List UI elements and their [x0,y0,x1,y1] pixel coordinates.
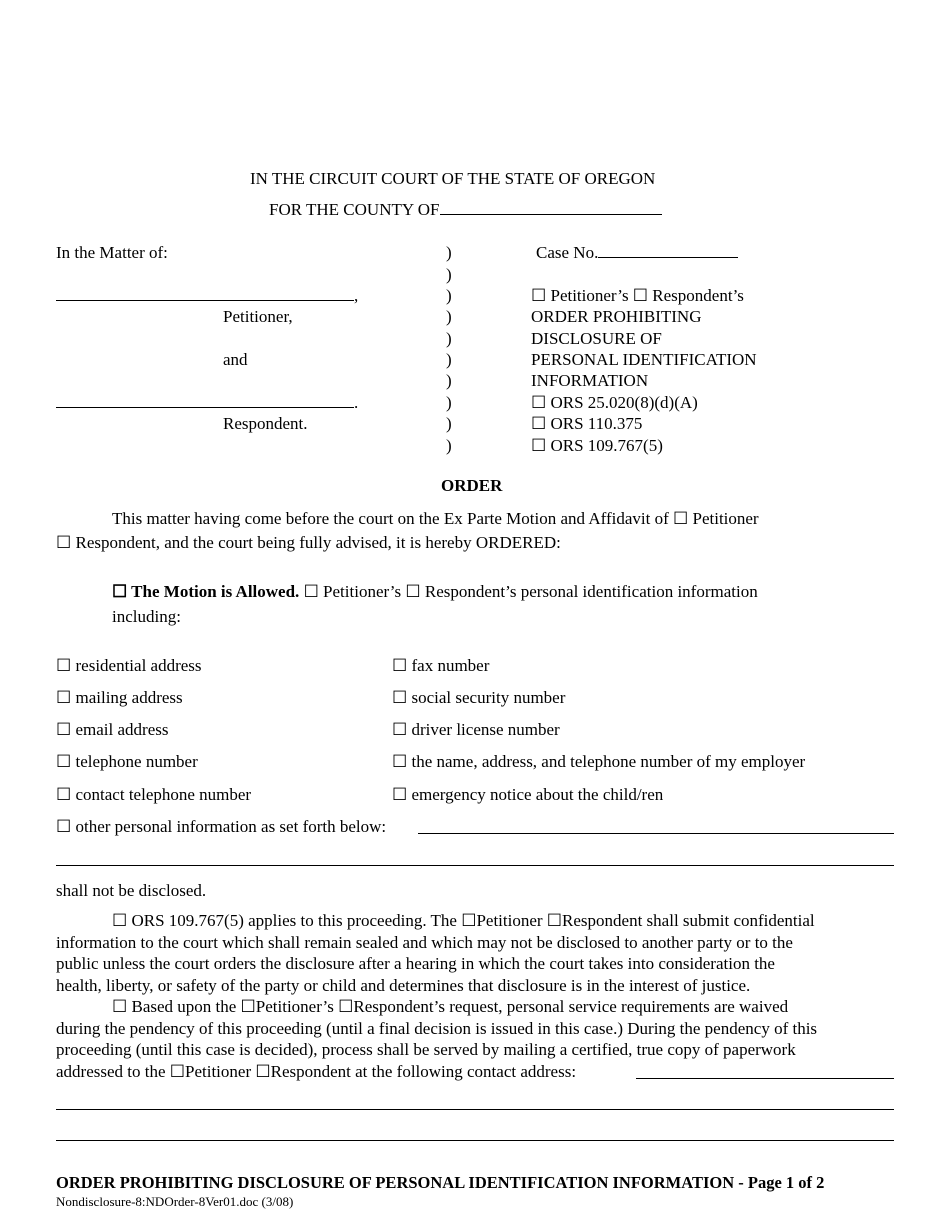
checkbox-social-security[interactable]: ☐ social security number [392,688,566,707]
checkbox-emergency-notice[interactable]: ☐ emergency notice about the child/ren [392,785,664,804]
paren: ) [446,307,452,326]
checkbox-residential-address[interactable]: ☐ residential address [56,656,202,675]
service-paragraph-line: ☐ Based upon the ☐Petitioner’s ☐Respondent’s request, personal service requirements are waived [112,997,789,1016]
case-number-blank[interactable] [598,242,738,258]
county-heading [269,199,662,220]
contact-address-blank-2[interactable] [56,1109,894,1110]
case-number [536,242,738,263]
paren: ) [446,371,452,390]
checkbox-contact-telephone[interactable]: ☐ contact telephone number [56,785,252,804]
footer-doc-id: Nondisclosure-8:NDOrder-8Ver01.doc (3/08) [56,1194,294,1209]
statute-checkbox[interactable]: ☐ ORS 110.375 [531,414,643,433]
and-label: and [223,350,248,369]
checkbox-fax-number[interactable]: ☐ fax number [392,656,490,675]
respondent-name-line [56,392,358,413]
ors-paragraph-line: public unless the court orders the disclosure after a hearing in which the court takes into consideration the [56,954,775,973]
checkbox-telephone-number[interactable]: ☐ telephone number [56,752,198,771]
order-title-line: INFORMATION [531,371,649,390]
period: . [354,393,359,412]
checkbox-other-info[interactable]: ☐ other personal information as set forth below: [56,817,387,836]
order-title-line: ORDER PROHIBITING [531,307,702,326]
petitioner-label: Petitioner, [223,307,293,326]
checkbox-employer-info[interactable]: ☐ the name, address, and telephone number of my employer [392,752,806,771]
intro-line: ☐ Respondent, and the court being fully advised, it is hereby ORDERED: [56,533,561,552]
case-number-label: Case No. [536,243,599,262]
motion-allowed-label: ☐ The Motion is Allowed. [112,582,300,601]
ors-paragraph-line: ☐ ORS 109.767(5) applies to this proceeding. The ☐Petitioner ☐Respondent shall submit confidential [112,911,815,930]
contact-address-blank-3[interactable] [56,1140,894,1141]
paren: ) [446,350,452,369]
motion-allowed-line[interactable] [112,581,758,602]
county-label: FOR THE COUNTY OF [269,200,440,219]
ors-paragraph-line: information to the court which shall remain sealed and which may not be disclosed to another party or to the [56,933,793,952]
paren: ) [446,329,452,348]
petitioner-name-blank[interactable] [56,285,354,301]
statute-checkbox[interactable]: ☐ ORS 109.767(5) [531,436,663,455]
paren: ) [446,286,452,305]
order-title-line: PERSONAL IDENTIFICATION [531,350,757,369]
comma: , [354,286,359,305]
paren: ) [446,393,452,412]
service-paragraph-line: proceeding (until this case is decided), process shall be served by mailing a certified, true copy of paperwork [56,1040,796,1059]
respondent-name-blank[interactable] [56,392,354,408]
statute-checkbox[interactable]: ☐ ORS 25.020(8)(d)(A) [531,393,698,412]
motion-allowed-cont: including: [112,607,181,626]
order-heading: ORDER [441,476,503,495]
service-paragraph-line: during the pendency of this proceeding (until a final decision is issued in this case.) During the pendency of this [56,1019,818,1038]
county-blank[interactable] [440,199,662,215]
checkbox-driver-license[interactable]: ☐ driver license number [392,720,560,739]
checkbox-mailing-address[interactable]: ☐ mailing address [56,688,183,707]
motion-allowed-text: ☐ Petitioner’s ☐ Respondent’s personal identification information [299,582,758,601]
checkbox-email-address[interactable]: ☐ email address [56,720,169,739]
matter-label: In the Matter of: [56,243,168,262]
ors-paragraph-line: health, liberty, or safety of the party or child and determines that disclosure is in the interest of justice. [56,976,751,995]
paren: ) [446,436,452,455]
respondent-label: Respondent. [223,414,308,433]
party-checkboxes[interactable]: ☐ Petitioner’s ☐ Respondent’s [531,286,744,305]
service-paragraph-line: addressed to the ☐Petitioner ☐Respondent at the following contact address: [56,1062,577,1081]
paren: ) [446,265,452,284]
intro-line: This matter having come before the court on the Ex Parte Motion and Affidavit of ☐ Petitioner [112,509,759,528]
other-info-blank[interactable] [418,833,894,834]
court-heading: IN THE CIRCUIT COURT OF THE STATE OF OREGON [250,169,656,188]
not-disclosed-text: shall not be disclosed. [56,881,207,900]
other-info-blank-2[interactable] [56,865,894,866]
footer-title: ORDER PROHIBITING DISCLOSURE OF PERSONAL IDENTIFICATION INFORMATION - Page 1 of 2 [56,1173,825,1192]
contact-address-blank[interactable] [636,1078,894,1079]
petitioner-name-line [56,285,358,306]
paren: ) [446,414,452,433]
order-title-line: DISCLOSURE OF [531,329,662,348]
paren: ) [446,243,452,262]
